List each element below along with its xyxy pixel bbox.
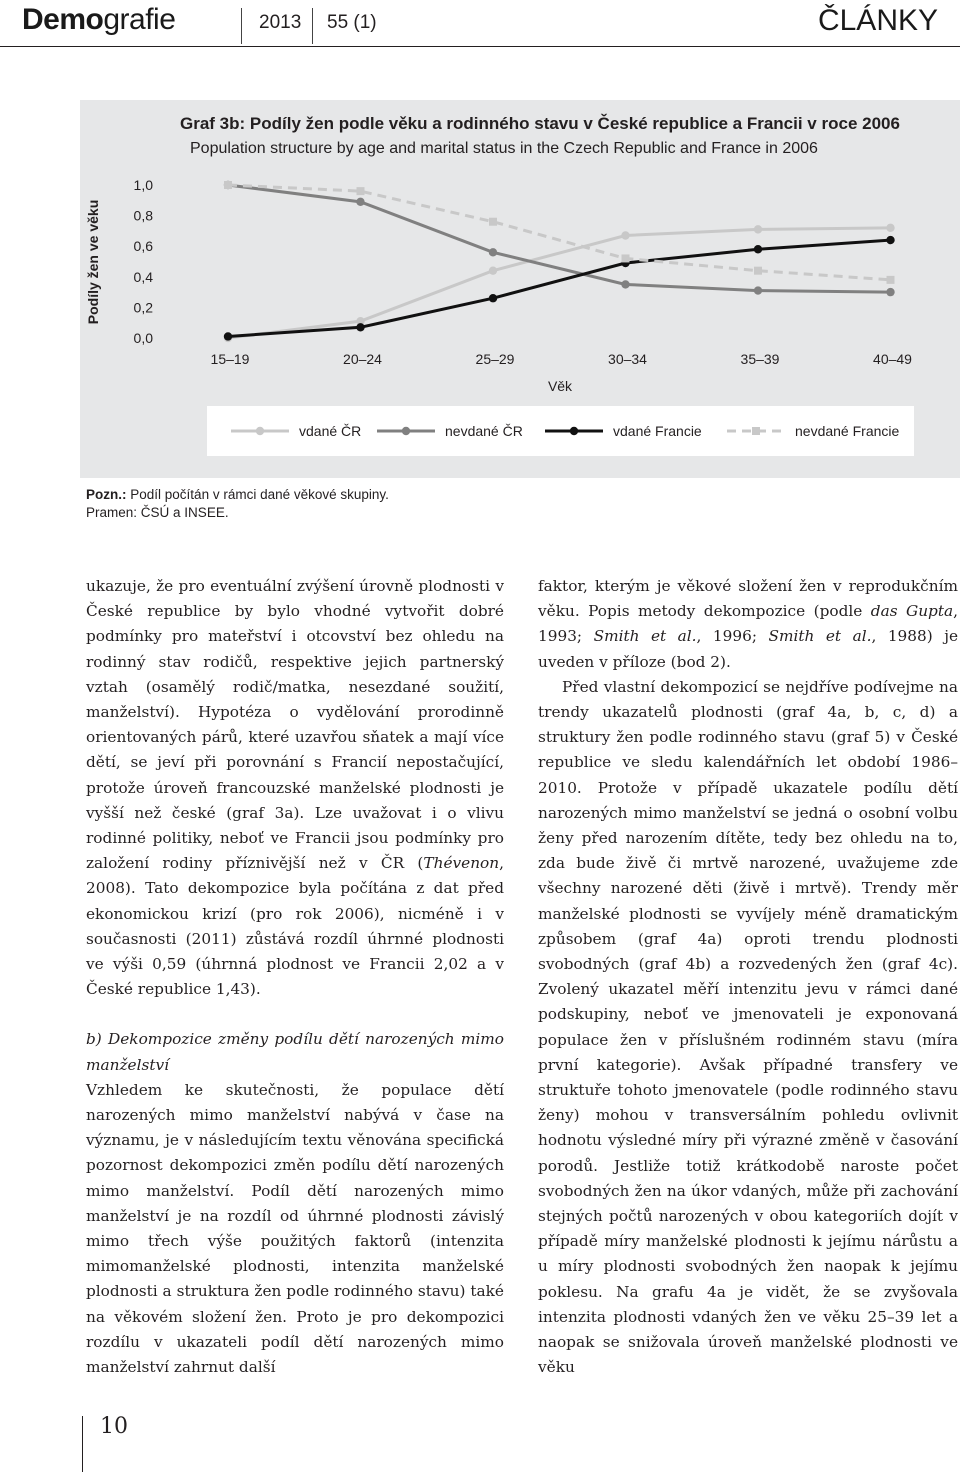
data-point <box>357 187 365 195</box>
data-point <box>621 231 629 239</box>
journal-logo: Demografie <box>22 3 176 36</box>
legend-marker <box>752 427 760 435</box>
data-point <box>489 266 497 274</box>
citation: Thévenon <box>423 854 500 873</box>
legend-marker <box>256 427 264 435</box>
x-axis-title: Věk <box>547 378 573 394</box>
x-tick-label: 35–39 <box>740 351 780 367</box>
left-column <box>86 574 504 1380</box>
header-rule <box>0 46 960 47</box>
y-tick-label: 0,4 <box>133 268 153 285</box>
data-point <box>224 181 232 189</box>
figure-panel <box>80 100 960 478</box>
data-point <box>489 218 497 226</box>
paragraph: Před vlastní dekompozicí se nejdříve podívejme na trendy ukazatelů plodnosti (graf 4a, b, c, d) a struktury žen podle rodinného stavu (graf 5) v České republice ve sledu kalendářních let období 1986–2010. Protože v případě ukazatele podílu dětí narozených mimo manželství se jedná o osobní volbu ženy před narozením dítěte, tedy bez ohledu na to, zda bude živě či mrtvě narozené, uvažujeme zde všechny narozené děti (živě i mrtvě). Trendy měr manželské plodnosti se vyvíjely méně dramatickým způsobem (graf 4a) oproti trendu plodnosti svobodných (graf 4b) a rozvedených žen (graf 4c). Zvolený ukazatel měří intenzitu jevu v rámci dané podskupiny, neboť ve jmenovateli je exponovaná populace žen v příslušném rodinném stavu (míra první kategorie). Avšak případné transfery ve struktuře tohoto jmenovatele (podle rodinného stavu ženy) mohou v transversálním pohledu ovlivnit hodnotu výsledné míry při výrazné změně v časování porodů. Jestliže totiž krátkodobě naroste počet svobodných žen na úkor vdaných, může při zachování stejných počtů narozených v obou kategoriích dojít v případě míry manželské plodnosti k jejímu nárůstu a u míry plodnosti svobodných žen naopak k jejímu poklesu. Na grafu 4a je vidět, že se zvyšovala intenzita plodnosti vdaných žen ve věku 25–39 let a naopak se snižovala úroveň manželské plodnosti ve věku <box>538 677 958 1377</box>
footer-rule <box>82 1416 83 1472</box>
data-point <box>489 294 497 302</box>
data-point <box>887 276 895 284</box>
figure-title-text: Podíly žen podle věku a rodinného stavu v České republice a Francii v roce 2006 <box>249 114 900 133</box>
legend-marker <box>402 427 410 435</box>
header-issue: 55 (1) <box>327 12 377 33</box>
header-section: ČLÁNKY <box>817 4 938 37</box>
data-point <box>754 245 762 253</box>
figure-subtitle: Population structure by age and marital status in the Czech Republic and France in 2006 <box>190 140 818 157</box>
data-point <box>356 323 364 331</box>
series-line <box>228 185 891 280</box>
header-divider <box>312 8 313 44</box>
citation: Smith et al. <box>768 627 872 646</box>
paragraph: Vzhledem ke skutečnosti, že populace dětí narozených mimo manželství nabývá v čase na významu, je v následujícím textu věnována specifická pozornost dekompozici změn podílu dětí narozených mimo manželství. Podíl dětí narozených mimo manželství je na rozdíl od úhrnné plodnosti závislý mimo třech výše použitých faktorů (intenzita mimomanželské plodnosti, intenzita manželské plodnosti a struktura žen podle rodinného stavu) také na věkovém složení žen. Proto je pro dekompozici rozdílu v ukazateli podíl dětí narozených mimo manželství zahrnut další <box>86 1080 504 1377</box>
y-axis-title: Podíly žen ve věku <box>85 199 101 325</box>
header-divider <box>241 8 242 44</box>
data-point <box>621 280 629 288</box>
section-subheading: b) Dekompozice změny podílu dětí narozených mimo manželství <box>86 1030 504 1074</box>
legend-label: nevdané ČR <box>445 423 523 439</box>
header-year: 2013 <box>259 12 302 33</box>
x-tick-label: 15–19 <box>210 351 250 367</box>
data-point <box>886 236 894 244</box>
y-tick-label: 0,2 <box>133 299 153 316</box>
figure-note: Pozn.: Podíl počítán v rámci dané věkové skupiny. <box>86 487 389 502</box>
figure-notes <box>86 486 389 522</box>
figure-label: Graf 3b: <box>180 114 246 133</box>
legend-label: nevdané Francie <box>795 423 900 439</box>
legend-swatches <box>207 406 914 456</box>
chart-legend <box>207 406 914 456</box>
figure-source: Pramen: ČSÚ a INSEE. <box>86 505 229 520</box>
data-point <box>356 198 364 206</box>
y-tick-label: 0,8 <box>133 207 153 224</box>
x-tick-label: 20–24 <box>343 351 382 367</box>
data-point <box>754 286 762 294</box>
data-point <box>886 224 894 232</box>
data-point <box>754 267 762 275</box>
y-tick-label: 1,0 <box>133 177 153 193</box>
paragraph: faktor, kterým je věkové složení žen v reprodukčním věku. Popis metody dekompozice (podle das Gupta, 1993; Smith et al., 1996; Smith et al., 1988) je uveden v příloze (bod 2). <box>538 577 959 671</box>
paragraph: ukazuje, že pro eventuální zvýšení úrovně plodnosti v České republice by bylo vhodné vytvořit dobré podmínky pro mateřství i otcovství bez ohledu na rodinný stav rodičů, respektive jejich partnerský vztah (osamělý rodič/matka, nesezdané soužití, manželství). Hypotéza o vydělování prorodinně orientovaných párů, které uzavřou sňatek a mají více dětí, se jeví při porovnání s Francií nepostačující, protože úroveň francouzské manželské plodnosti je vyšší než české (graf 3a). Lze uvažovat i o vlivu rodinné politiky, neboť ve Francii jsou podmínky pro založení rodiny příznivější než v ČR (Thévenon, 2008). Tato dekompozice byla počítána z dat před ekonomickou krizí (pro rok 2006), nicméně i v současnosti (2011) zůstává rozdíl úhrnné plodnosti ve výši 0,59 (úhrnná plodnost ve Francii 2,02 a v České republice 1,43). <box>86 577 504 999</box>
y-tick-label: 0,0 <box>133 330 153 346</box>
x-tick-label: 30–34 <box>608 351 647 367</box>
data-point <box>489 248 497 256</box>
citation: das Gupta <box>870 602 954 621</box>
legend-label: vdané ČR <box>299 423 362 439</box>
legend-marker <box>570 427 578 435</box>
y-tick-label: 0,6 <box>133 238 153 255</box>
citation: Smith et al. <box>593 627 697 646</box>
page-header <box>0 0 960 46</box>
data-point <box>622 254 630 262</box>
x-tick-label: 40–49 <box>873 351 912 367</box>
data-point <box>886 288 894 296</box>
data-point <box>754 225 762 233</box>
series-line <box>228 228 891 338</box>
legend-label: vdané Francie <box>613 423 702 439</box>
page-number: 10 <box>100 1414 128 1439</box>
data-point <box>224 332 232 340</box>
x-tick-label: 25–29 <box>475 351 515 367</box>
right-column <box>538 574 958 1381</box>
